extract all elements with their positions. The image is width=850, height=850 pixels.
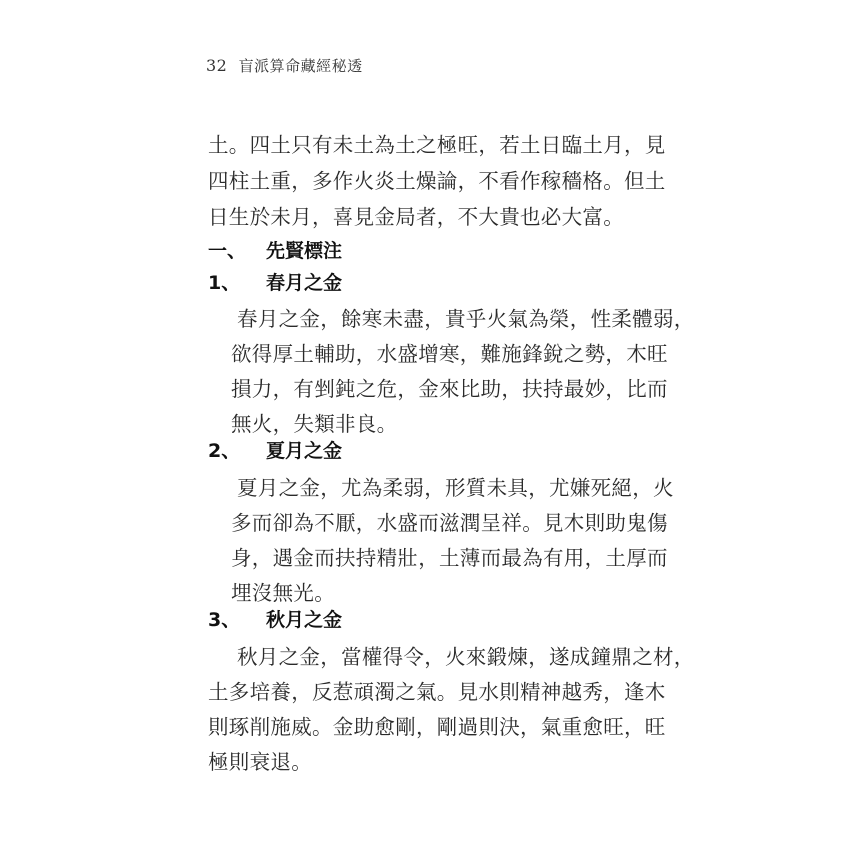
paragraph-line: 欲得厚土輔助，水盛增寒，難施鋒銳之勢，木旺 — [231, 342, 668, 366]
subsection-heading — [208, 605, 342, 632]
section-number: 一、 — [208, 240, 247, 262]
paragraph-line: 身，遇金而扶持精壯，土薄而最為有用，土厚而 — [231, 546, 668, 570]
subsection-title: 春月之金 — [266, 272, 343, 294]
running-header — [206, 55, 363, 76]
paragraph-line: 損力，有剉鈍之危，金來比助，扶持最妙，比而 — [231, 377, 668, 401]
paragraph-line: 秋月之金，當權得令，火來鍛煉，遂成鐘鼎之材， — [237, 645, 695, 669]
paragraph-line: 則琢削施威。金助愈剛，剛過則決，氣重愈旺，旺 — [208, 715, 666, 739]
intro-line: 土。四土只有未土為土之極旺，若土日臨土月，見 — [208, 133, 666, 157]
paragraph-line: 春月之金，餘寒未盡，貴乎火氣為榮，性柔體弱， — [237, 307, 695, 331]
paragraph-line: 夏月之金，尤為柔弱，形質未具，尤嫌死絕，火 — [237, 476, 674, 500]
intro-line: 四柱土重，多作火炎土燥論，不看作稼穡格。但土 — [208, 169, 666, 193]
subsection-title: 秋月之金 — [266, 609, 343, 631]
paragraph-line: 埋沒無光。 — [231, 581, 335, 605]
paragraph-line: 極則衰退。 — [208, 750, 312, 774]
paragraph-line: 無火，失類非良。 — [231, 412, 398, 436]
section-title: 先賢標注 — [266, 240, 343, 262]
subsection-heading — [208, 268, 342, 295]
subsection-number: 1、 — [208, 272, 241, 294]
paragraph-line: 土多培養，反惹頑濁之氣。見水則精神越秀，逢木 — [208, 680, 666, 704]
subsection-title: 夏月之金 — [266, 440, 343, 462]
page-number: 32 — [206, 56, 228, 75]
intro-line: 日生於未月，喜見金局者，不大貴也必大富。 — [208, 205, 624, 229]
subsection-number: 2、 — [208, 440, 241, 462]
subsection-heading — [208, 436, 342, 463]
subsection-number: 3、 — [208, 609, 241, 631]
section-heading — [208, 236, 342, 263]
paragraph-line: 多而卻為不厭，水盛而滋潤呈祥。見木則助鬼傷 — [231, 511, 668, 535]
book-title: 盲派算命藏經秘透 — [238, 57, 363, 75]
